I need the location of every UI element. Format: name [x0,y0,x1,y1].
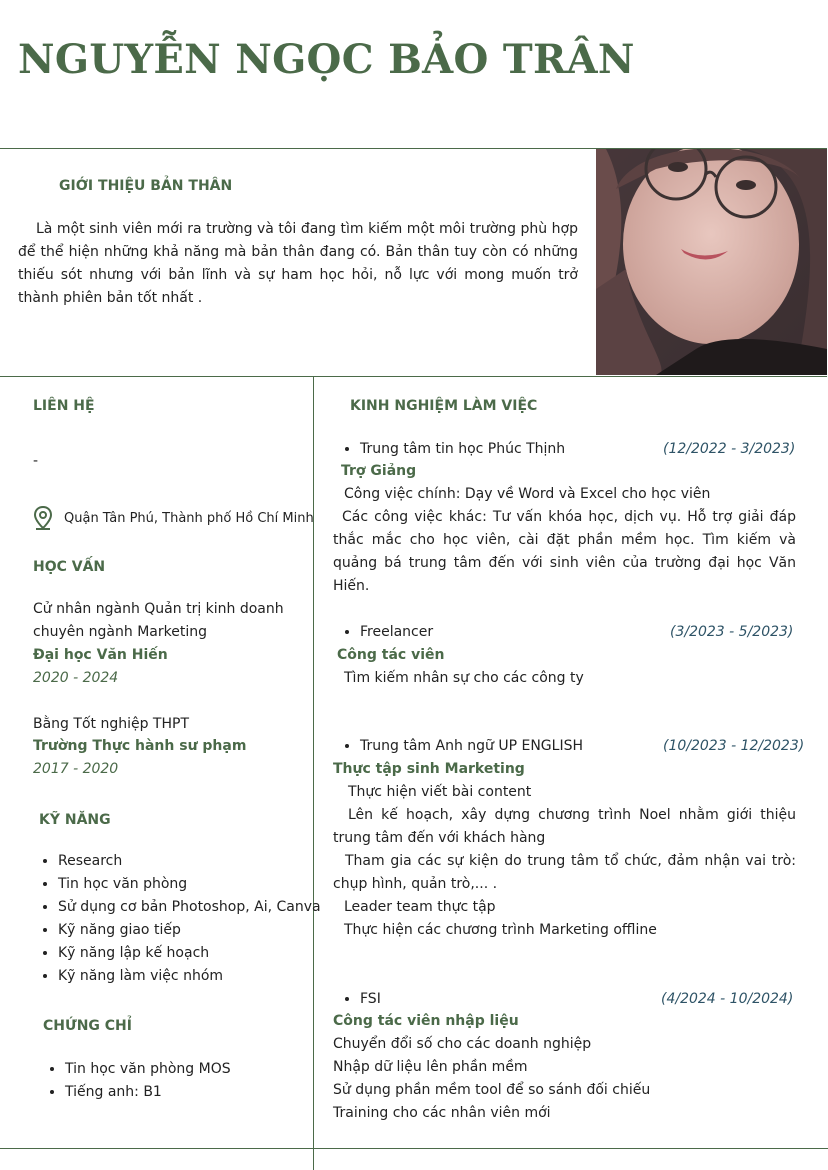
job-company: • FSI [360,988,381,1011]
job-4-company [338,988,381,1011]
intro-title: GIỚI THIỆU BẢN THÂN [59,178,233,194]
job-4-line-3: Sử dụng phần mềm tool để so sánh đối chiếu [333,1082,651,1098]
contact-title: LIÊN HỆ [33,398,95,414]
job-2-role: Công tác viên [337,647,445,663]
education-school-1: Đại học Văn Hiến [33,647,168,663]
job-4-role: Công tác viên nhập liệu [333,1013,519,1029]
certificate-item: • Tin học văn phòng MOS [65,1058,231,1081]
job-3-role: Thực tập sinh Marketing [333,761,525,777]
job-company: • Trung tâm tin học Phúc Thịnh [360,438,565,461]
job-company: • Trung tâm Anh ngữ UP ENGLISH [360,735,583,758]
certificate-item: • Tiếng anh: B1 [65,1081,231,1104]
job-3-line-1: Thực hiện viết bài content [348,784,532,800]
education-school-2: Trường Thực hành sư phạm [33,738,247,754]
certificates-list [43,1058,231,1104]
skill-item: • Sử dụng cơ bản Photoshop, Ai, Canva [58,896,321,919]
education-degree-1-line2: chuyên ngành Marketing [33,624,207,640]
portrait-illustration [596,149,827,375]
contact-phone: - [33,453,39,469]
skill-item: • Kỹ năng giao tiếp [58,919,321,942]
skill-item: • Tin học văn phòng [58,873,321,896]
resume-name: NGUYỄN NGỌC BẢO TRÂN [18,36,635,83]
education-years-2: 2017 - 2020 [33,761,119,777]
job-4-period: (4/2024 - 10/2024) [661,991,794,1007]
skills-title: KỸ NĂNG [39,812,111,828]
job-4-line-1: Chuyển đổi số cho các doanh nghiệp [333,1036,592,1052]
job-1-line-2: Các công việc khác: Tư vấn khóa học, dịch vụ. Hỗ trợ giải đáp thắc mắc cho học viên, cài đặt phần mềm học. Tìm kiếm và quảng bá trung tâm đến với sinh viên của trường đại học Văn Hiến. [333,509,796,594]
education-title: HỌC VẤN [33,559,106,575]
job-3-company [338,735,583,758]
skills-list [36,850,321,988]
contact-address: Quận Tân Phú, Thành phố Hồ Chí Minh [64,511,314,526]
job-2-period: (3/2023 - 5/2023) [670,624,794,640]
job-company: • Freelancer [360,621,433,644]
job-3-line-4: Leader team thực tập [344,899,496,915]
job-3-line-3: Tham gia các sự kiện do trung tâm tổ chức, đảm nhận vai trò: chụp hình, quản trò,... . [333,853,796,892]
job-2-line-1: Tìm kiếm nhân sự cho các công ty [344,670,584,686]
skill-item: • Kỹ năng làm việc nhóm [58,965,321,988]
profile-photo [596,149,827,375]
certificates-title: CHỨNG CHỈ [43,1018,132,1034]
experience-title: KINH NGHIỆM LÀM VIỆC [350,398,538,414]
education-degree-2: Bằng Tốt nghiệp THPT [33,716,189,732]
education-degree-1-line1: Cử nhân ngành Quản trị kinh doanh [33,601,284,617]
job-4-line-4: Training cho các nhân viên mới [333,1105,551,1121]
job-2-company [338,621,433,644]
skill-item: • Research [58,850,321,873]
job-1-company [338,438,565,461]
job-3-line-5: Thực hiện các chương trình Marketing offline [344,922,657,938]
job-1-line-1: Công việc chính: Dạy về Word và Excel cho học viên [344,486,711,502]
location-pin-icon [33,506,53,534]
education-years-1: 2020 - 2024 [33,670,119,686]
job-3-line-2: Lên kế hoạch, xây dựng chương trình Noel nhằm giới thiệu trung tâm đến với khách hàng [333,807,796,846]
divider-bottom-right [314,1148,828,1149]
job-1-period: (12/2022 - 3/2023) [663,441,796,457]
job-3-period: (10/2023 - 12/2023) [663,738,805,754]
divider-bottom [0,1148,313,1149]
job-1-role: Trợ Giảng [341,463,417,479]
column-divider [313,377,314,1170]
divider-middle [0,376,827,377]
skill-item: • Kỹ năng lập kế hoạch [58,942,321,965]
intro-text: Là một sinh viên mới ra trường và tôi đang tìm kiếm một môi trường phù hợp để thể hiện những khả năng mà bản thân đang có. Bản thân tuy còn có những thiếu sót nhưng với bản lĩnh và sự ham học hỏi, nỗ lực với mong muốn trở thành phiên bản tốt nhất . [18,221,578,306]
job-4-line-2: Nhập dữ liệu lên phần mềm [333,1059,528,1075]
